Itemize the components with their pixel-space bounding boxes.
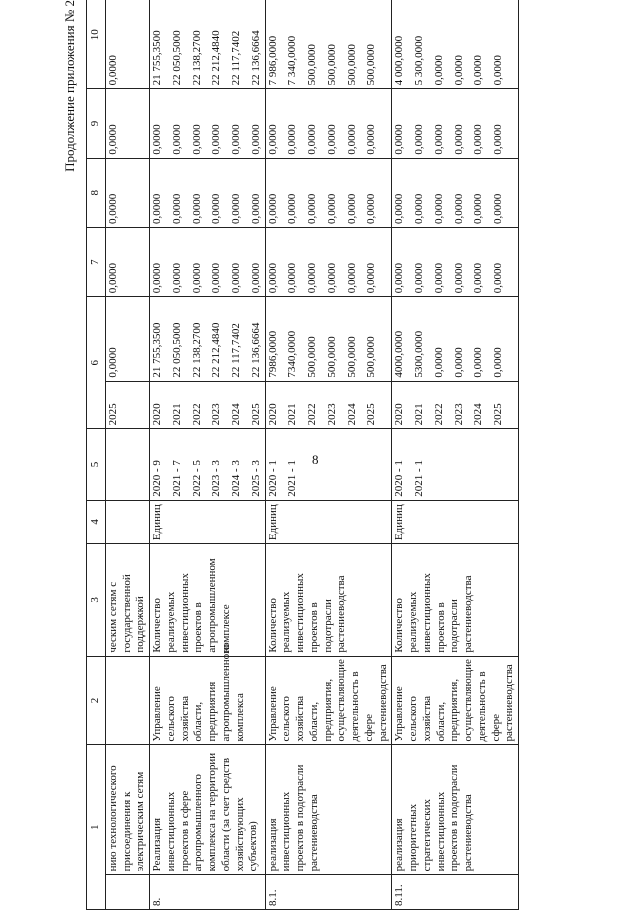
amount-value: 0,0000: [365, 124, 378, 155]
carryover-row: [105, 0, 149, 910]
amount-value: 0,0000: [230, 262, 242, 294]
executor: Управление сельского хозяйства области, предприятия, осуществляющие деятельность в сфере растениеводства: [265, 656, 392, 745]
amount-value: 0,0000: [286, 262, 299, 294]
header-cell: 6: [87, 297, 106, 429]
amount-value: 0,0000: [170, 124, 183, 155]
amount-value: 0,0000: [345, 262, 358, 294]
executor: Управление сельского хозяйства области, предприятия, осуществляющие деятельность в сфере растениеводства: [392, 656, 519, 745]
value-column: [392, 158, 519, 227]
amount-value: 0,0000: [266, 193, 279, 224]
header-cell: 8: [87, 158, 106, 227]
period-value: 2025 - 3: [249, 460, 262, 497]
unit: Единиц: [265, 500, 392, 543]
amount-value: 7986,0000: [266, 330, 279, 378]
amount-value: 0,0000: [170, 193, 183, 224]
amount-value: 0,0000: [492, 262, 504, 294]
amount-value: 7 340,0000: [286, 35, 299, 86]
amount-value: 0,0000: [472, 55, 485, 86]
amount-value: 0,0000: [306, 193, 318, 224]
amount-value: 0,0000: [472, 262, 485, 294]
periods: [392, 429, 519, 500]
value-column: [150, 89, 266, 158]
table-row: [265, 0, 392, 910]
period-value: 2024 - 3: [230, 460, 242, 497]
indicator: ческим сетям с государственной поддержкой: [105, 544, 149, 657]
value-column: [265, 0, 392, 89]
amount-value: 0,0000: [432, 124, 445, 155]
value-column: [392, 297, 519, 381]
amount-value: 7 986,0000: [266, 35, 279, 86]
measure-name: реализация приоритетных стратегических инвестиционных проектов в подотрасли растениеводства: [392, 745, 519, 875]
amount-value: 0,0000: [452, 262, 465, 294]
value-column: [265, 227, 392, 296]
amount-value: 0,0000: [365, 262, 378, 294]
amount-value: 0,0000: [266, 262, 279, 294]
period-value: 2022 - 5: [190, 460, 203, 497]
table-row: [392, 0, 519, 910]
unit: [105, 500, 149, 543]
amount-value: 0,0000: [170, 262, 183, 294]
amount-value: 0,0000: [413, 193, 425, 224]
year-value: 2024: [345, 403, 358, 426]
value-cell: 0,0000: [105, 89, 149, 158]
amount-value: 0,0000: [249, 262, 262, 294]
amount-value: 0,0000: [452, 55, 465, 86]
amount-value: 500,0000: [365, 44, 378, 86]
amount-value: 0,0000: [151, 124, 163, 155]
amount-value: 0,0000: [492, 124, 504, 155]
amount-value: 0,0000: [365, 193, 378, 224]
amount-value: 22 136,6664: [249, 30, 262, 86]
amount-value: 0,0000: [432, 262, 445, 294]
page-number: 8: [312, 452, 319, 467]
amount-value: 0,0000: [432, 193, 445, 224]
amount-value: 0,0000: [230, 193, 242, 224]
year-value: 2022: [306, 403, 318, 426]
year-value: 2025: [492, 403, 504, 426]
year-value: 2020: [393, 403, 406, 426]
amount-value: 0,0000: [492, 193, 504, 224]
amount-value: 0,0000: [472, 347, 485, 378]
amount-value: 500,0000: [325, 336, 338, 378]
amount-value: 0,0000: [286, 193, 299, 224]
amount-value: 21 755,3500: [151, 322, 163, 378]
header-cell: 3: [87, 544, 106, 657]
value-column: [392, 227, 519, 296]
amount-value: 0,0000: [452, 193, 465, 224]
year-column: [392, 381, 519, 429]
amount-value: 4 000,0000: [393, 35, 406, 86]
amount-value: 0,0000: [492, 347, 504, 378]
header-cell: 9: [87, 89, 106, 158]
continuation-label: Продолжение приложения № 2: [62, 0, 77, 172]
indicator: Количество реализуемых инвестиционных проектов в подотрасли растениеводства: [265, 544, 392, 657]
amount-value: 0,0000: [325, 124, 338, 155]
header-cell: 4: [87, 500, 106, 543]
year-value: 2022: [432, 403, 445, 426]
amount-value: 0,0000: [492, 55, 504, 86]
amount-value: 0,0000: [306, 124, 318, 155]
amount-value: 0,0000: [190, 193, 203, 224]
periods: [105, 429, 149, 500]
amount-value: 22 138,2700: [190, 30, 203, 86]
amount-value: 0,0000: [190, 262, 203, 294]
amount-value: 0,0000: [345, 124, 358, 155]
amount-value: 5 300,0000: [413, 35, 425, 86]
value-column: [150, 0, 266, 89]
amount-value: 500,0000: [365, 336, 378, 378]
value-cell: 0,0000: [105, 297, 149, 381]
amount-value: 0,0000: [393, 124, 406, 155]
period-value: 2020 - 1: [393, 460, 406, 497]
year-value: 2021: [286, 403, 299, 426]
executor: Управление сельского хозяйства области, предприятия агропромышленного комплекса: [150, 656, 266, 745]
amount-value: 0,0000: [210, 193, 223, 224]
executor: [105, 656, 149, 745]
value-column: [265, 89, 392, 158]
row-number: 8.1.: [265, 875, 392, 910]
measure-name: Реализация инвестиционных проектов в сфере агропромышленного комплекса на территории области (за счет средств хозяйствующих субъектов): [150, 745, 266, 875]
amount-value: 0,0000: [472, 124, 485, 155]
period-value: 2020 - 9: [151, 460, 163, 497]
amount-value: 0,0000: [230, 124, 242, 155]
amount-value: 0,0000: [210, 124, 223, 155]
header-cell: 5: [87, 429, 106, 500]
year-column: [265, 381, 392, 429]
amount-value: 0,0000: [325, 262, 338, 294]
indicator: Количество реализуемых инвестиционных проектов в агропромышленном комплексе: [150, 544, 266, 657]
year-value: 2022: [190, 403, 203, 426]
amount-value: 0,0000: [325, 193, 338, 224]
amount-value: 500,0000: [345, 336, 358, 378]
year-value: 2025: [365, 403, 378, 426]
amount-value: 0,0000: [151, 193, 163, 224]
period-value: 2021 - 1: [413, 460, 425, 497]
amount-value: 0,0000: [306, 262, 318, 294]
year-value: 2021: [413, 403, 425, 426]
amount-value: 0,0000: [413, 262, 425, 294]
amount-value: 22 212,4840: [210, 322, 223, 378]
amount-value: 22 117,7402: [230, 30, 242, 86]
amount-value: 500,0000: [345, 44, 358, 86]
value-column: [265, 297, 392, 381]
amount-value: 4000,0000: [393, 330, 406, 378]
value-column: [150, 227, 266, 296]
amount-value: 22 050,5000: [170, 30, 183, 86]
header-cell: 2: [87, 656, 106, 745]
year-value: 2021: [170, 403, 183, 426]
amount-value: 0,0000: [393, 193, 406, 224]
unit: Единиц: [392, 500, 519, 543]
year-value: 2025: [249, 403, 262, 426]
amount-value: 7340,0000: [286, 330, 299, 378]
header-cell: 10: [87, 0, 106, 89]
header-cell: 1: [87, 745, 106, 910]
amount-value: 0,0000: [266, 124, 279, 155]
value-cell: 0,0000: [105, 227, 149, 296]
row-number: [105, 875, 149, 910]
header-cell: 7: [87, 227, 106, 296]
amount-value: 0,0000: [249, 193, 262, 224]
amount-value: 500,0000: [325, 44, 338, 86]
year-value: 2024: [472, 403, 485, 426]
amount-value: 0,0000: [413, 124, 425, 155]
measure-name: реализация инвестиционных проектов в подотрасли растениеводства: [265, 745, 392, 875]
value-cell: 0,0000: [105, 0, 149, 89]
value-cell: 0,0000: [105, 158, 149, 227]
amount-value: 22 117,7402: [230, 323, 242, 378]
program-table: [86, 0, 519, 910]
amount-value: 0,0000: [472, 193, 485, 224]
year-cell: 2025: [105, 381, 149, 429]
year-value: 2020: [151, 403, 163, 426]
amount-value: 0,0000: [286, 124, 299, 155]
amount-value: 0,0000: [452, 124, 465, 155]
year-value: 2020: [266, 403, 279, 426]
measure-name: нию технологического присоединения к электрическим сетям: [105, 745, 149, 875]
value-column: [150, 297, 266, 381]
period-value: 2021 - 7: [170, 460, 183, 497]
amount-value: 22 050,5000: [170, 322, 183, 378]
value-column: [150, 158, 266, 227]
table-row: [150, 0, 266, 910]
indicator: Количество реализуемых инвестиционных проектов в подотрасли растениеводства: [392, 544, 519, 657]
amount-value: 0,0000: [151, 262, 163, 294]
amount-value: 0,0000: [452, 347, 465, 378]
periods: [150, 429, 266, 500]
header-row: [87, 0, 106, 910]
value-column: [392, 0, 519, 89]
amount-value: 22 138,2700: [190, 322, 203, 378]
value-column: [392, 89, 519, 158]
period-value: 2023 - 3: [210, 460, 223, 497]
year-value: 2023: [210, 403, 223, 426]
periods: [265, 429, 392, 500]
amount-value: 22 212,4840: [210, 30, 223, 86]
value-column: [265, 158, 392, 227]
amount-value: 0,0000: [393, 262, 406, 294]
year-value: 2023: [325, 403, 338, 426]
amount-value: 0,0000: [210, 262, 223, 294]
amount-value: 0,0000: [249, 124, 262, 155]
year-value: 2023: [452, 403, 465, 426]
year-column: [150, 381, 266, 429]
amount-value: 5300,0000: [413, 330, 425, 378]
row-number: 8.: [150, 875, 266, 910]
amount-value: 0,0000: [190, 124, 203, 155]
amount-value: 500,0000: [306, 44, 318, 86]
amount-value: 21 755,3500: [151, 30, 163, 86]
amount-value: 22 136,6664: [249, 322, 262, 378]
amount-value: 0,0000: [432, 347, 445, 378]
amount-value: 0,0000: [345, 193, 358, 224]
amount-value: 500,0000: [306, 336, 318, 378]
amount-value: 0,0000: [432, 55, 445, 86]
unit: Единиц: [150, 500, 266, 543]
rotated-sheet: [60, 0, 580, 922]
period-value: 2020 - 1: [266, 460, 279, 497]
year-value: 2024: [230, 403, 242, 426]
row-number: 8.11.: [392, 875, 519, 910]
period-value: 2021 - 1: [286, 460, 299, 497]
